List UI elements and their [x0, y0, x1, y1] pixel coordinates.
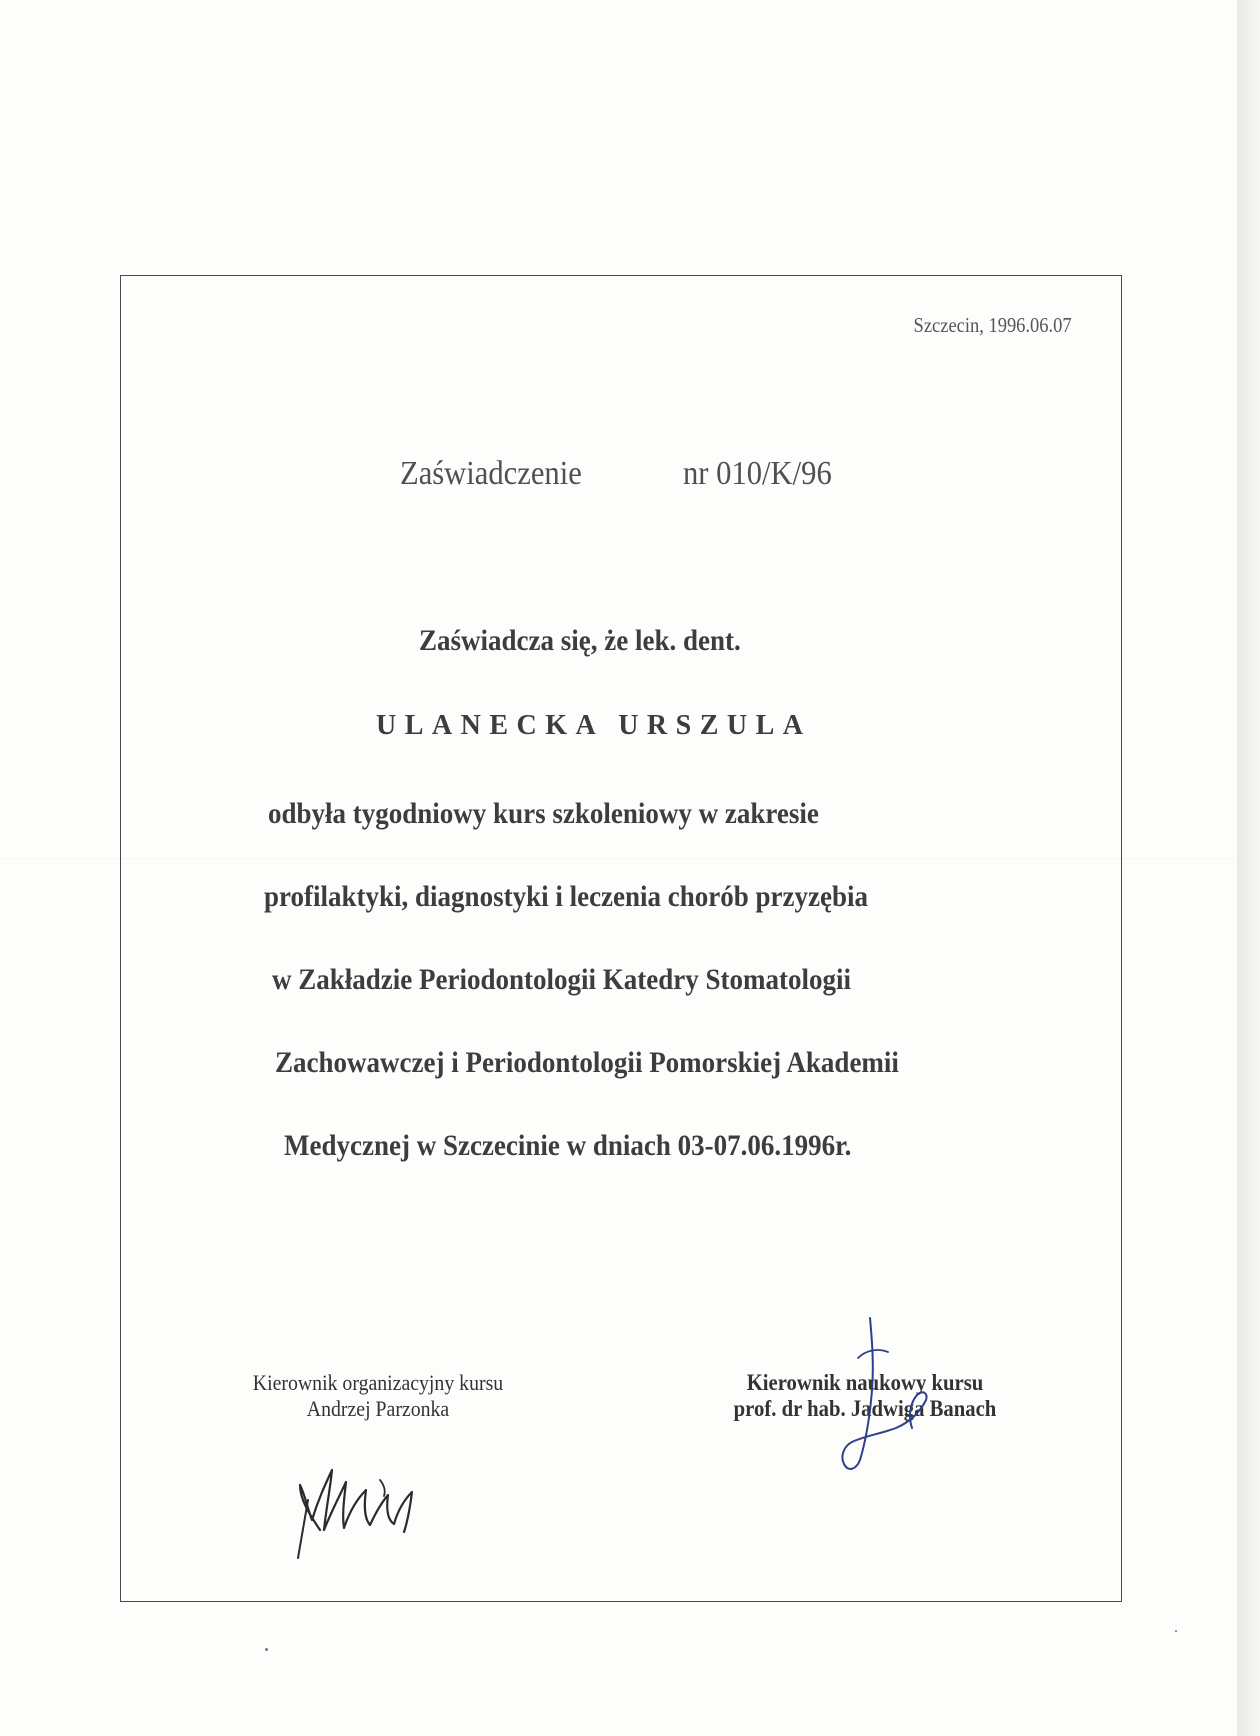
- body-line-4: Zachowawczej i Periodontologii Pomorskiej Akademii: [275, 1046, 899, 1079]
- place-and-date: Szczecin, 1996.06.07: [913, 313, 1072, 337]
- scientific-head-name: prof. dr hab. Jadwiga Banach: [733, 1396, 997, 1421]
- body-line-2: profilaktyki, diagnostyki i leczenia chorób przyzębia: [264, 880, 869, 913]
- body-line-1: odbyła tygodniowy kurs szkoleniowy w zakresie: [268, 797, 819, 830]
- certificate-intro: Zaświadcza się, że lek. dent.: [419, 624, 741, 657]
- organizer-signature-block: [218, 1370, 538, 1422]
- certificate-number: nr 010/K/96: [683, 455, 832, 492]
- scan-speck: [265, 1648, 268, 1651]
- body-line-3: w Zakładzie Periodontologii Katedry Stomatologii: [272, 963, 851, 996]
- scientific-head-role: Kierownik naukowy kursu: [746, 1370, 984, 1395]
- organizer-name: Andrzej Parzonka: [306, 1396, 450, 1421]
- recipient-name: ULANECKA URSZULA: [376, 710, 812, 741]
- scan-speck: [1175, 1630, 1177, 1632]
- scientific-head-handwritten-signature: [800, 1310, 960, 1480]
- body-line-5: Medycznej w Szczecinie w dniach 03-07.06.1996r.: [284, 1129, 852, 1162]
- organizer-handwritten-signature: [280, 1440, 450, 1570]
- certificate-title: Zaświadczenie: [400, 455, 582, 492]
- scan-edge: [1237, 0, 1260, 1736]
- organizer-role: Kierownik organizacyjny kursu: [252, 1370, 504, 1395]
